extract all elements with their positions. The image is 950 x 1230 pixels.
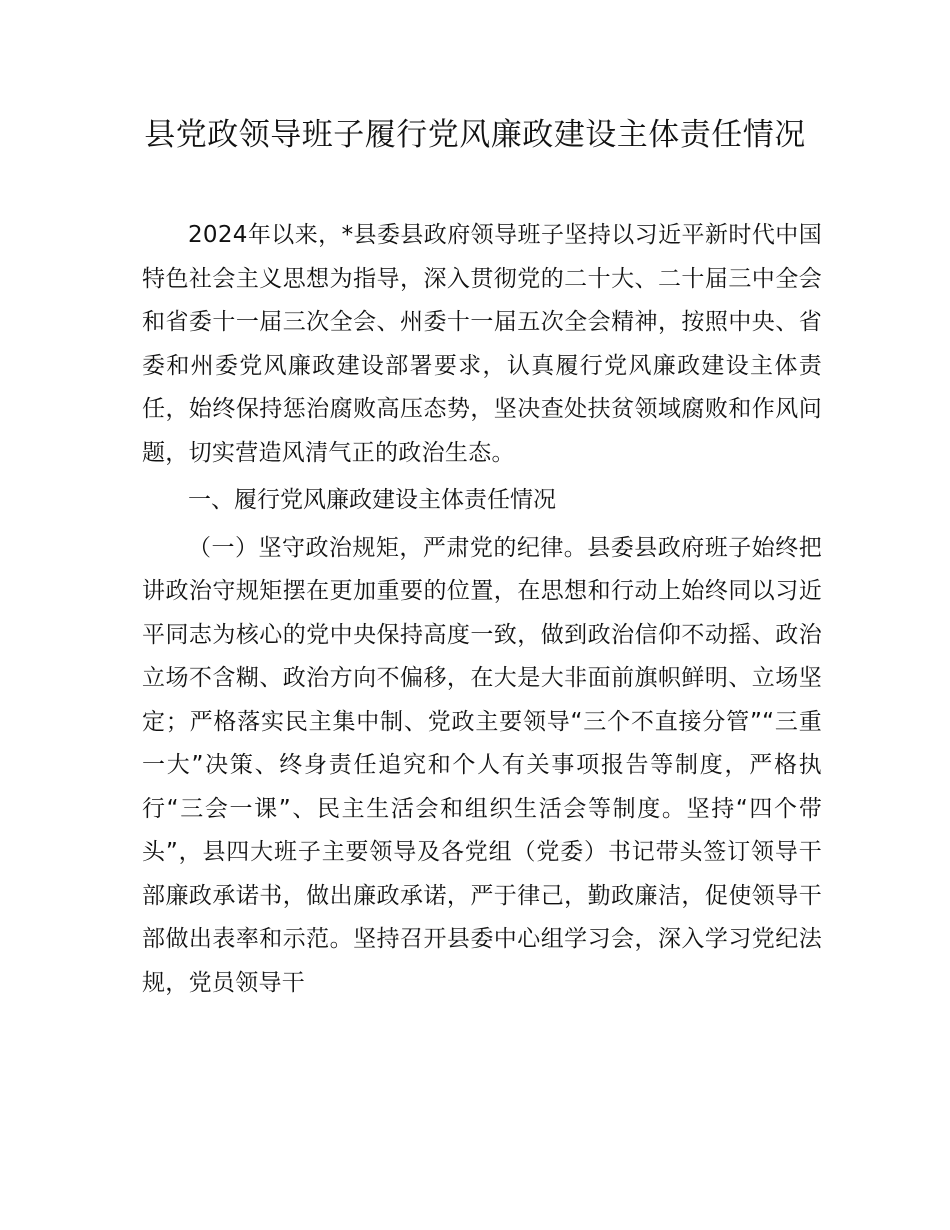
- section-heading: 一、履行党风廉政建设主体责任情况: [188, 487, 556, 513]
- document-body: [142, 214, 822, 1005]
- intro-paragraph: 2024年以来，*县委县政府领导班子坚持以习近平新时代中国特色社会主义思想为指导，深入贯彻党的二十大、二十届三中全会和省委十一届三次全会、州委十一届五次全会精神，按照中央、省委和州委党风廉政建设部署要求，认真履行党风廉政建设主体责任，始终保持惩治腐败高压态势，坚决查处扶贫领域腐败和作风问题，切实营造风清气正的政治生态。: [142, 222, 822, 466]
- document-title: 县党政领导班子履行党风廉政建设主体责任情况: [144, 117, 806, 153]
- section-paragraph: （一）坚守政治规矩，严肃党的纪律。县委县政府班子始终把讲政治守规矩摆在更加重要的位置，在思想和行动上始终同以习近平同志为核心的党中央保持高度一致，做到政治信仰不动摇、政治立场不含糊、政治方向不偏移，在大是大非面前旗帜鲜明、立场坚定；严格落实民主集中制、党政主要领导“三个不直接分管”“三重一大”决策、终身责任追究和个人有关事项报告等制度，严格执行“三会一课”、民主生活会和组织生活会等制度。坚持“四个带头”，县四大班子主要领导及各党组（党委）书记带头签订领导干部廉政承诺书，做出廉政承诺，严于律己，勤政廉洁，促使领导干部做出表率和示范。坚持召开县委中心组学习会，深入学习党纪法规，党员领导干: [142, 534, 822, 996]
